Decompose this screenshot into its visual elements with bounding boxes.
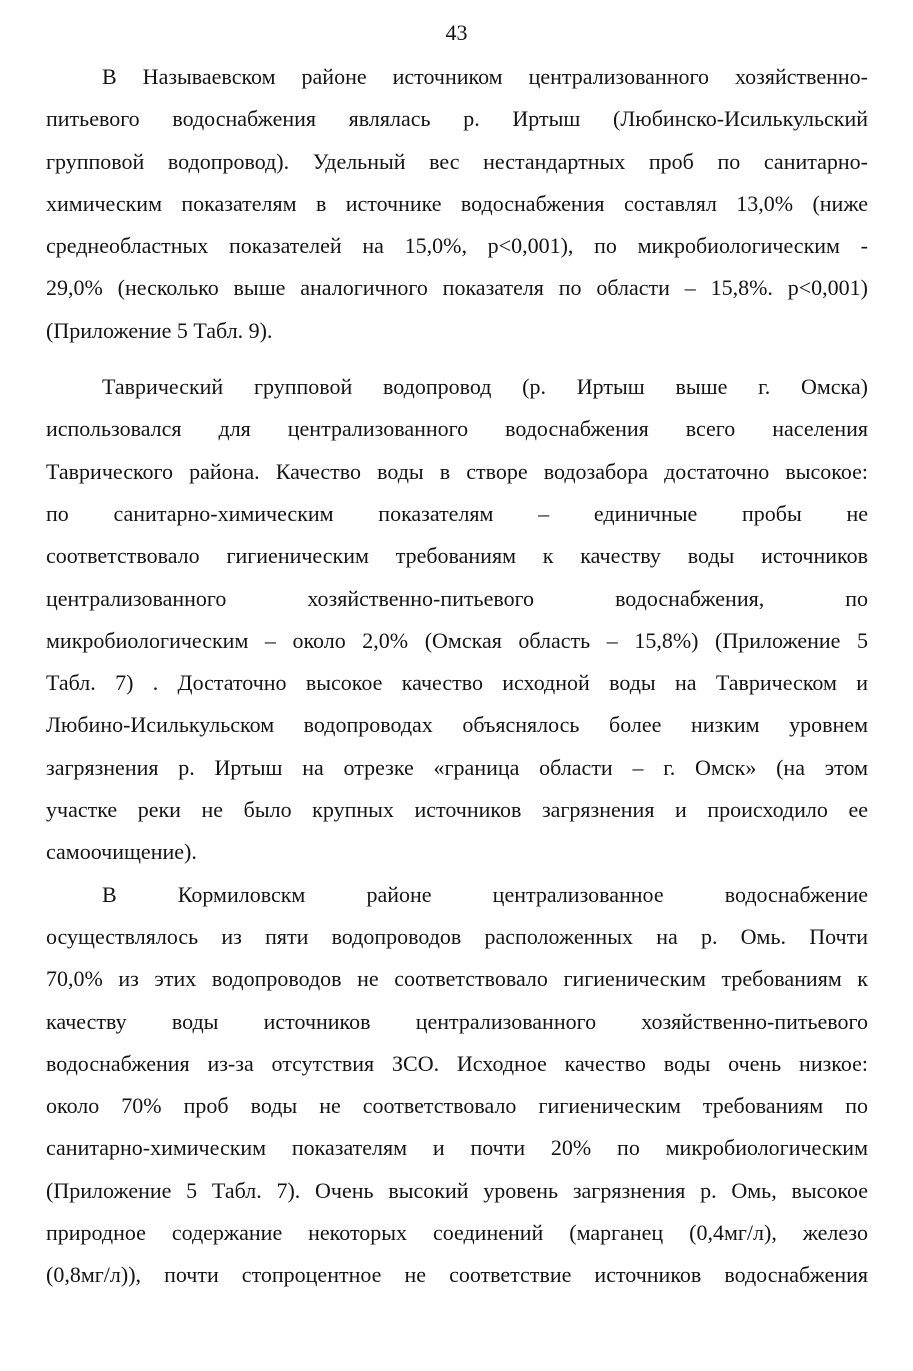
text-line: Таврического района. Качество воды в створе водозабора достаточно высокое: bbox=[46, 458, 868, 484]
text-line: использовался для централизованного водоснабжения всего населения bbox=[46, 416, 868, 442]
body-text bbox=[46, 56, 868, 1297]
text-line: Табл. 7) . Достаточно высокое качество исходной воды на Таврическом и bbox=[46, 670, 868, 696]
text-line: водоснабжения из-за отсутствия ЗСО. Исходное качество воды очень низкое: bbox=[46, 1050, 868, 1076]
text-line: санитарно-химическим показателям и почти 20% по микробиологическим bbox=[46, 1135, 868, 1161]
text-line: загрязнения р. Иртыш на отрезке «граница области – г. Омск» (на этом bbox=[46, 754, 868, 780]
text-line: питьевого водоснабжения являлась р. Иртыш (Любинско-Исилькульский bbox=[46, 106, 868, 132]
text-line: качеству воды источников централизованного хозяйственно-питьевого bbox=[46, 1008, 868, 1034]
text-line: соответствовало гигиеническим требованиям к качеству воды источников bbox=[46, 543, 868, 569]
text-line: (Приложение 5 Табл. 7). Очень высокий уровень загрязнения р. Омь, высокое bbox=[46, 1177, 868, 1203]
text-line: Таврический групповой водопровод (р. Иртыш выше г. Омска) bbox=[102, 374, 868, 400]
paragraph-tavrichesky bbox=[46, 366, 868, 874]
paragraph-nazyvaevsky bbox=[46, 56, 868, 352]
text-line: среднеобластных показателей на 15,0%, р<0,001), по микробиологическим - bbox=[46, 233, 868, 259]
text-line: Любино-Исилькульском водопроводах объяснялось более низким уровнем bbox=[46, 712, 868, 738]
text-line: около 70% проб воды не соответствовало гигиеническим требованиям по bbox=[46, 1093, 868, 1119]
paragraph-gap bbox=[46, 352, 868, 366]
text-line: микробиологическим – около 2,0% (Омская область – 15,8%) (Приложение 5 bbox=[46, 627, 868, 653]
text-line: участке реки не было крупных источников загрязнения и происходило ее bbox=[46, 797, 868, 823]
text-line: 70,0% из этих водопроводов не соответствовало гигиеническим требованиям к bbox=[46, 966, 868, 992]
page-number: 43 bbox=[445, 20, 468, 45]
text-line: по санитарно-химическим показателям – единичные пробы не bbox=[46, 500, 868, 526]
text-line: природное содержание некоторых соединений (марганец (0,4мг/л), железо bbox=[46, 1220, 868, 1246]
text-line: химическим показателям в источнике водоснабжения составлял 13,0% (ниже bbox=[46, 190, 868, 216]
text-line: самоочищение). bbox=[46, 839, 197, 865]
text-line: 29,0% (несколько выше аналогичного показателя по области – 15,8%. р<0,001) bbox=[46, 275, 868, 301]
text-line: осуществлялось из пяти водопроводов расположенных на р. Омь. Почти bbox=[46, 923, 868, 949]
text-line: В Называевском районе источником централизованного хозяйственно- bbox=[102, 64, 868, 89]
text-line: В Кормиловскм районе централизованное водоснабжение bbox=[102, 881, 868, 907]
text-line: (0,8мг/л)), почти стопроцентное не соответствие источников водоснабжения bbox=[46, 1262, 868, 1288]
paragraph-kormilovsky bbox=[46, 874, 868, 1297]
text-line: (Приложение 5 Табл. 9). bbox=[46, 317, 273, 343]
text-line: централизованного хозяйственно-питьевого водоснабжения, по bbox=[46, 585, 868, 611]
text-line: групповой водопровод). Удельный вес нестандартных проб по санитарно- bbox=[46, 148, 868, 174]
